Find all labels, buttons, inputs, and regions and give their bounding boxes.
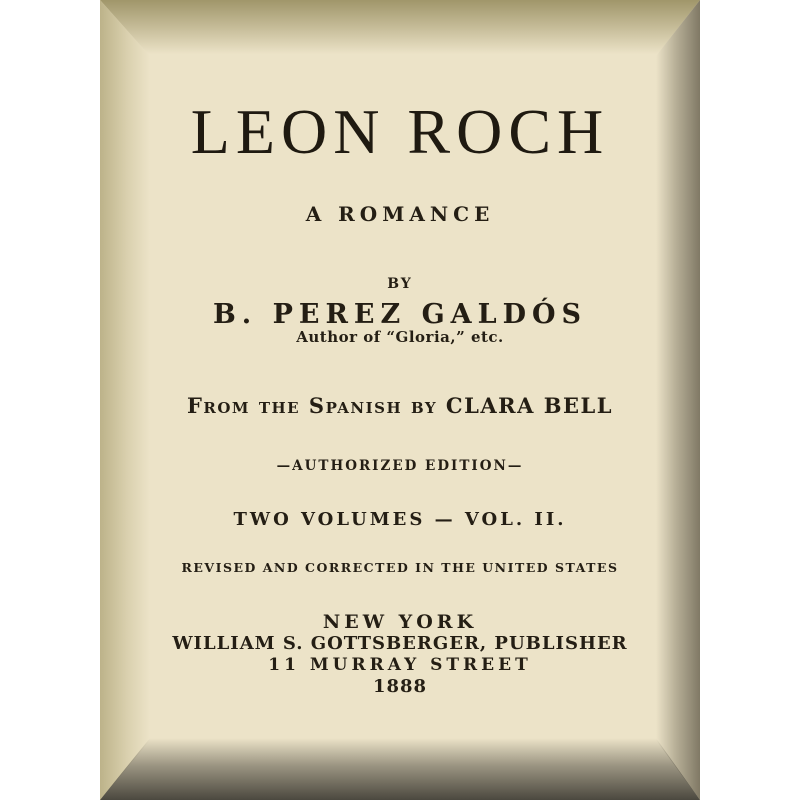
imprint-year: 1888 (372, 676, 428, 697)
author-note: Author of “Gloria,” etc. (296, 328, 504, 346)
translator-name: CLARA BELL (445, 393, 614, 418)
byline-label: BY (387, 276, 413, 292)
title-page-content (100, 0, 700, 800)
translation-line (100, 395, 700, 416)
imprint-city: NEW YORK (322, 611, 478, 633)
revision-note: REVISED AND CORRECTED IN THE UNITED STATES (181, 560, 619, 575)
book-title-page (100, 0, 700, 800)
edition-note: —AUTHORIZED EDITION— (276, 458, 524, 474)
imprint-publisher: WILLIAM S. GOTTSBERGER, PUBLISHER (172, 633, 628, 654)
imprint-address: 11 MURRAY STREET (268, 655, 532, 675)
author-name: B. PEREZ GALDÓS (212, 299, 588, 330)
book-subtitle: A ROMANCE (305, 202, 495, 226)
book-title: LEON ROCH (190, 96, 610, 167)
volume-line: TWO VOLUMES — VOL. II. (233, 509, 567, 530)
translation-prefix: From the Spanish by (186, 393, 438, 418)
